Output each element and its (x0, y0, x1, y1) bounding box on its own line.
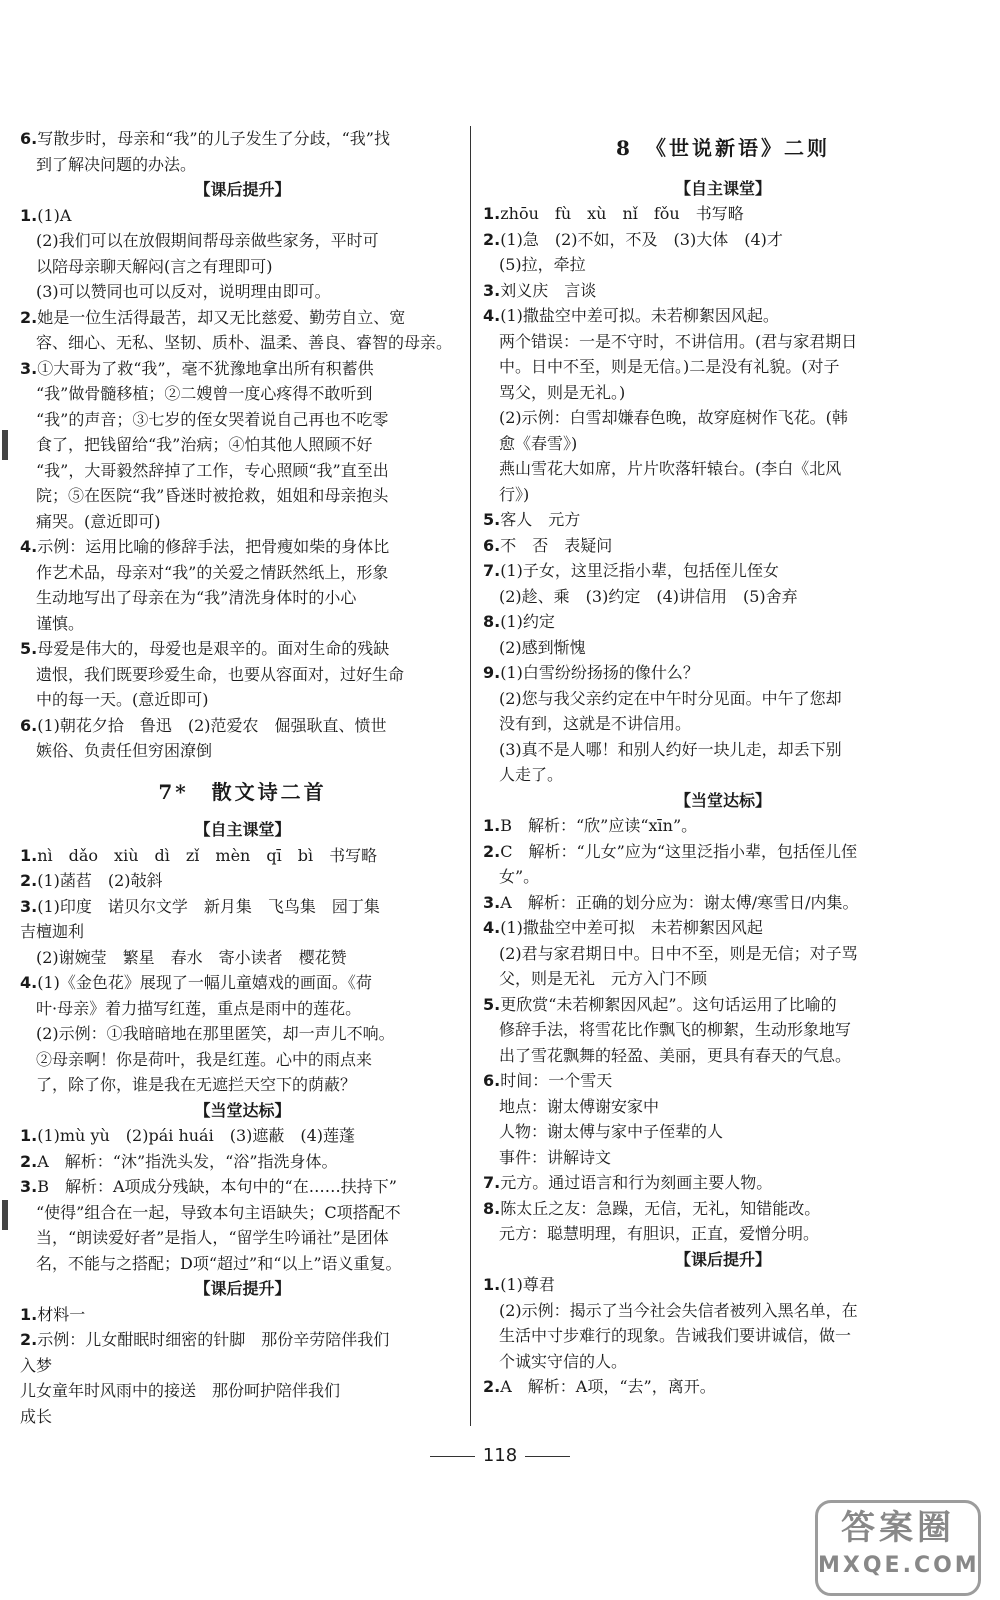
item-number: 5. (483, 994, 501, 1014)
item-number: 3. (483, 892, 501, 912)
item-text: 示例：儿女酣眠时细密的针脚 那份辛劳陪伴我们 (37, 1330, 390, 1349)
answer-line: 没有到，这就是不讲信用。 (499, 714, 692, 733)
answer-item (483, 558, 963, 584)
item-text: (1)《金色花》展现了一幅儿童嬉戏的画面。《荷 (37, 973, 372, 992)
item-number: 2. (483, 841, 501, 861)
answer-line: 愈《春雪》) (499, 433, 578, 453)
answer-line: 叶·母亲》着力描写红莲，重点是雨中的莲花。 (36, 998, 362, 1018)
item-text: B 解析：“欣”应读“xīn”。 (500, 816, 698, 835)
answer-item (483, 660, 963, 686)
item-number: 8. (483, 1198, 501, 1218)
section-heading: 【当堂达标】 (194, 1100, 291, 1120)
watermark-top: 答案圈 (841, 1508, 955, 1548)
answer-line: 嫉俗、负责任但穷困潦倒 (36, 741, 213, 760)
answer-item (483, 1196, 963, 1222)
item-number: 2. (20, 1330, 38, 1349)
answer-item (20, 868, 465, 894)
item-text: 元方。通过语言和行为刻画主要人物。 (500, 1173, 773, 1192)
item-text: 时间：一个雪天 (500, 1071, 613, 1090)
item-number: 3. (20, 1177, 38, 1196)
answer-line: (2)示例：白雪却嫌春色晚，故穿庭树作飞花。(韩 (499, 408, 848, 427)
answer-line: 女”。 (499, 867, 540, 886)
item-text: zhōu fù xù nǐ fǒu 书写略 (500, 204, 744, 223)
item-number: 5. (483, 510, 501, 529)
section-heading: 【课后提升】 (194, 180, 291, 199)
item-text: 刘义庆 言谈 (500, 280, 597, 300)
item-text: C 解析：“儿女”应为“这里泛指小辈，包括侄儿侄 (500, 841, 858, 861)
answer-line: 中。日中不至，则是无信。)二是没有礼貌。(对子 (499, 357, 840, 376)
item-number: 2. (20, 871, 38, 890)
answer-item (483, 609, 963, 635)
page-number (0, 1445, 1000, 1466)
section-heading: 【自主课堂】 (674, 178, 771, 198)
answer-item (20, 1174, 465, 1200)
answer-item (20, 534, 465, 560)
answer-line: 生活中寸步难行的现象。告诫我们要讲诚信，做一 (499, 1326, 852, 1345)
answer-line: 骂父，则是无礼。) (499, 382, 626, 402)
item-number: 7. (483, 561, 501, 580)
answer-item (483, 533, 963, 559)
chapter-title: 7* 散文诗二首 (158, 779, 327, 804)
item-text: (1)子女，这里泛指小辈，包括侄儿侄女 (500, 561, 779, 580)
answer-line: 吉檀迦利 (20, 922, 85, 941)
item-text: (1)A (37, 205, 72, 225)
item-number: 2. (20, 307, 38, 327)
answer-item (20, 970, 465, 996)
item-text: (1)印度 诺贝尔文学 新月集 飞鸟集 园丁集 (37, 896, 380, 916)
answer-line: 院；⑤在医院“我”昏迷时被抢救，姐姐和母亲抱头 (36, 486, 389, 505)
item-text: 不 否 表疑问 (500, 535, 613, 555)
item-text: 材料一 (37, 1304, 86, 1324)
answer-line: (2)示例：①我暗暗地在那里匿笑，却一声儿不响。 (36, 1024, 395, 1043)
item-number: 2. (483, 1377, 501, 1396)
answer-item (20, 356, 465, 382)
answer-line: 了，除了你，谁是我在无遮拦天空下的荫蔽？ (36, 1075, 357, 1094)
item-text: 示例：运用比喻的修辞手法，把骨瘦如柴的身体比 (37, 537, 390, 556)
answer-item (483, 1068, 963, 1094)
answer-item (20, 636, 465, 662)
item-text: A 解析：“沐”指洗头发，“浴”指洗身体。 (37, 1151, 338, 1171)
answer-line: 修辞手法，将雪花比作飘飞的柳絮，生动形象地写 (499, 1020, 852, 1039)
answer-line: 地点：谢太傅谢安家中 (499, 1096, 660, 1116)
answer-item (483, 915, 963, 941)
item-text: ①大哥为了救“我”，毫不犹豫地拿出所有积蓄供 (37, 358, 374, 378)
item-number: 6. (20, 129, 38, 148)
answer-line: 食了，把钱留给“我”治病；④怕其他人照顾不好 (36, 435, 373, 454)
item-number: 1. (20, 1126, 38, 1145)
answer-line: 名，不能与之搭配；D项“超过”和“以上”语义重复。 (36, 1253, 402, 1273)
item-number: 6. (20, 715, 38, 735)
item-text: 写散步时，母亲和“我”的儿子发生了分歧，“我”找 (37, 129, 390, 148)
answer-item (20, 1123, 465, 1149)
answer-line: 入梦 (20, 1355, 53, 1375)
item-number: 3. (483, 280, 501, 300)
binding-mark (2, 1200, 8, 1230)
answer-line: 父，则是无礼 元方入门不顾 (499, 969, 708, 988)
item-number: 2. (20, 1151, 38, 1171)
answer-item (483, 1374, 963, 1400)
page-number-text: 118 (482, 1445, 518, 1466)
item-number: 4. (20, 537, 38, 556)
section-heading: 【自主课堂】 (194, 820, 291, 839)
item-text: B 解析：A项成分残缺，本句中的“在……扶持下” (37, 1177, 397, 1196)
answer-item (20, 894, 465, 920)
answer-item (483, 839, 963, 865)
answer-line: 儿女童年时风雨中的接送 那份呵护陪伴我们 (20, 1381, 341, 1400)
section-heading: 【课后提升】 (194, 1279, 291, 1298)
item-number: 3. (20, 896, 38, 916)
item-number: 8. (483, 612, 501, 631)
answer-item (20, 843, 465, 869)
item-text: (1)朝花夕拾 鲁迅 (2)范爱农 倔强耿直、愤世 (37, 715, 387, 735)
answer-line: (2)您与我父亲约定在中午时分见面。中午了您却 (499, 688, 842, 708)
answer-line: 成长 (20, 1406, 53, 1426)
answer-item (20, 305, 465, 331)
answer-line: 当，“朗读爱好者”是指人，“留学生吟诵社”是团体 (36, 1228, 389, 1247)
chapter-title: 8 《世说新语》二则 (616, 136, 830, 160)
answer-line: (2)谢婉莹 繁星 春水 寄小读者 樱花赞 (36, 947, 347, 967)
right-column (483, 126, 963, 1400)
answer-item (20, 1327, 465, 1353)
answer-item (20, 203, 465, 229)
item-number: 9. (483, 663, 501, 682)
answer-item (20, 1302, 465, 1328)
item-text: (1)菡萏 (2)敧斜 (37, 871, 163, 890)
item-text: (1)撒盐空中差可拟。未若柳絮因风起。 (500, 306, 779, 325)
answer-line: 人走了。 (499, 765, 564, 784)
answer-item (483, 813, 963, 839)
answer-line: (2)我们可以在放假期间帮母亲做些家务，平时可 (36, 231, 379, 250)
answer-line: “我”，大哥毅然辞掉了工作，专心照顾“我”直至出 (36, 460, 389, 480)
answer-line: 出了雪花飘舞的轻盈、美丽，更具有春天的气息。 (499, 1045, 852, 1065)
column-divider (470, 126, 471, 1426)
item-text: (1)mù yù (2)pái huái (3)遮蔽 (4)莲蓬 (37, 1126, 356, 1145)
item-text: A 解析：A项，“去”，离开。 (500, 1377, 716, 1396)
item-number: 6. (483, 535, 501, 555)
answer-line: 行》) (499, 484, 530, 504)
item-number: 1. (483, 1275, 501, 1294)
answer-item (483, 1272, 963, 1298)
answer-item (483, 1170, 963, 1196)
item-number: 1. (483, 204, 501, 223)
answer-line: 两个错误：一是不守时，不讲信用。(君与家君期日 (499, 331, 858, 351)
answer-item (20, 1149, 465, 1175)
item-number: 4. (483, 918, 501, 937)
answer-line: 痛哭。(意近即可) (36, 511, 161, 531)
answer-item (483, 303, 963, 329)
answer-line: (2)君与家君期日中。日中不至，则是无信；对子骂 (499, 943, 858, 963)
answer-line: 遗恨，我们既要珍爱生命，也要从容面对，过好生命 (36, 664, 405, 684)
page-number-dash (430, 1456, 475, 1457)
item-number: 1. (20, 845, 38, 865)
item-number: 2. (483, 229, 501, 249)
item-number: 6. (483, 1071, 501, 1090)
answer-item (483, 890, 963, 916)
answer-line: 谨慎。 (36, 613, 85, 633)
answer-line: 元方：聪慧明理，有胆识，正直，爱憎分明。 (499, 1224, 820, 1243)
item-number: 7. (483, 1173, 501, 1192)
answer-line: 到了解决问题的办法。 (36, 154, 197, 174)
answer-line: 燕山雪花大如席，片片吹落轩辕台。(李白《北风 (499, 459, 842, 478)
item-text: 母爱是伟大的，母爱也是艰辛的。面对生命的残缺 (37, 639, 390, 658)
item-number: 1. (20, 205, 38, 225)
item-text: (1)约定 (500, 612, 555, 631)
answer-item (483, 278, 963, 304)
answer-line: (3)可以赞同也可以反对，说明理由即可。 (36, 282, 331, 301)
answer-item (483, 227, 963, 253)
answer-item (483, 992, 963, 1018)
item-text: (1)尊君 (500, 1275, 555, 1294)
answer-line: “我”的声音；③七岁的侄女哭着说自己再也不吃零 (36, 409, 389, 429)
item-text: 更欣赏“未若柳絮因风起”。这句话运用了比喻的 (500, 994, 837, 1014)
item-text: 陈太丘之友：急躁，无信，无礼，知错能改。 (500, 1198, 821, 1218)
answer-line: 作艺术品，母亲对“我”的关爱之情跃然纸上，形象 (36, 562, 389, 582)
answer-line: (2)感到惭愧 (499, 637, 586, 657)
item-number: 3. (20, 358, 38, 378)
item-text: nì dǎo xiù dì zǐ mèn qī bì 书写略 (37, 845, 378, 865)
item-text: 客人 元方 (500, 510, 581, 529)
answer-line: (5)拉，牵拉 (499, 255, 586, 274)
answer-line: 容、细心、无私、坚韧、质朴、温柔、善良、睿智的母亲。 (36, 333, 453, 352)
answer-line: 事件：讲解诗文 (499, 1147, 612, 1167)
answer-line: 个诚实守信的人。 (499, 1351, 628, 1371)
answer-line: “使得”组合在一起，导致本句主语缺失；C项搭配不 (36, 1202, 401, 1222)
answer-line: (3)真不是人哪！和别人约好一块儿走，却丢下别 (499, 739, 842, 759)
answer-line: ②母亲啊！你是荷叶，我是红莲。心中的雨点来 (36, 1049, 373, 1069)
answer-item (20, 126, 465, 152)
item-text: (1)急 (2)不如，不及 (3)大体 (4)才 (500, 229, 783, 249)
section-heading: 【课后提升】 (674, 1249, 771, 1269)
answer-line: “我”做骨髓移植；②二嫂曾一度心疼得不敢听到 (36, 384, 373, 403)
item-number: 4. (20, 973, 38, 992)
item-text: A 解析：正确的划分应为：谢太傅/寒雪日/内集。 (500, 892, 859, 912)
answer-line: 中的每一天。(意近即可) (36, 690, 209, 709)
answer-line: 人物：谢太傅与家中子侄辈的人 (499, 1122, 724, 1141)
answer-line: (2)示例：揭示了当今社会失信者被列入黑名单，在 (499, 1300, 858, 1320)
item-number: 1. (483, 816, 501, 835)
binding-mark (2, 430, 8, 460)
answer-line: (2)趁、乘 (3)约定 (4)讲信用 (5)舍弃 (499, 586, 798, 606)
watermark-logo (815, 1500, 981, 1596)
item-number: 4. (483, 306, 501, 325)
watermark-bottom: MXQE.COM (818, 1553, 980, 1578)
item-text: 她是一位生活得最苦，却又无比慈爱、勤劳自立、宽 (37, 307, 406, 327)
answer-item (20, 713, 465, 739)
page-number-dash (525, 1456, 570, 1457)
item-text: (1)撒盐空中差可拟 未若柳絮因风起 (500, 918, 763, 937)
answer-line: 以陪母亲聊天解闷(言之有理即可) (36, 256, 273, 276)
item-number: 1. (20, 1304, 38, 1324)
left-column (20, 126, 465, 1429)
item-number: 5. (20, 639, 38, 658)
item-text: (1)白雪纷纷扬扬的像什么？ (500, 663, 699, 682)
answer-item (483, 507, 963, 533)
section-heading: 【当堂达标】 (674, 790, 771, 810)
answer-line: 生动地写出了母亲在为“我”清洗身体时的小心 (36, 588, 357, 607)
answer-item (483, 201, 963, 227)
